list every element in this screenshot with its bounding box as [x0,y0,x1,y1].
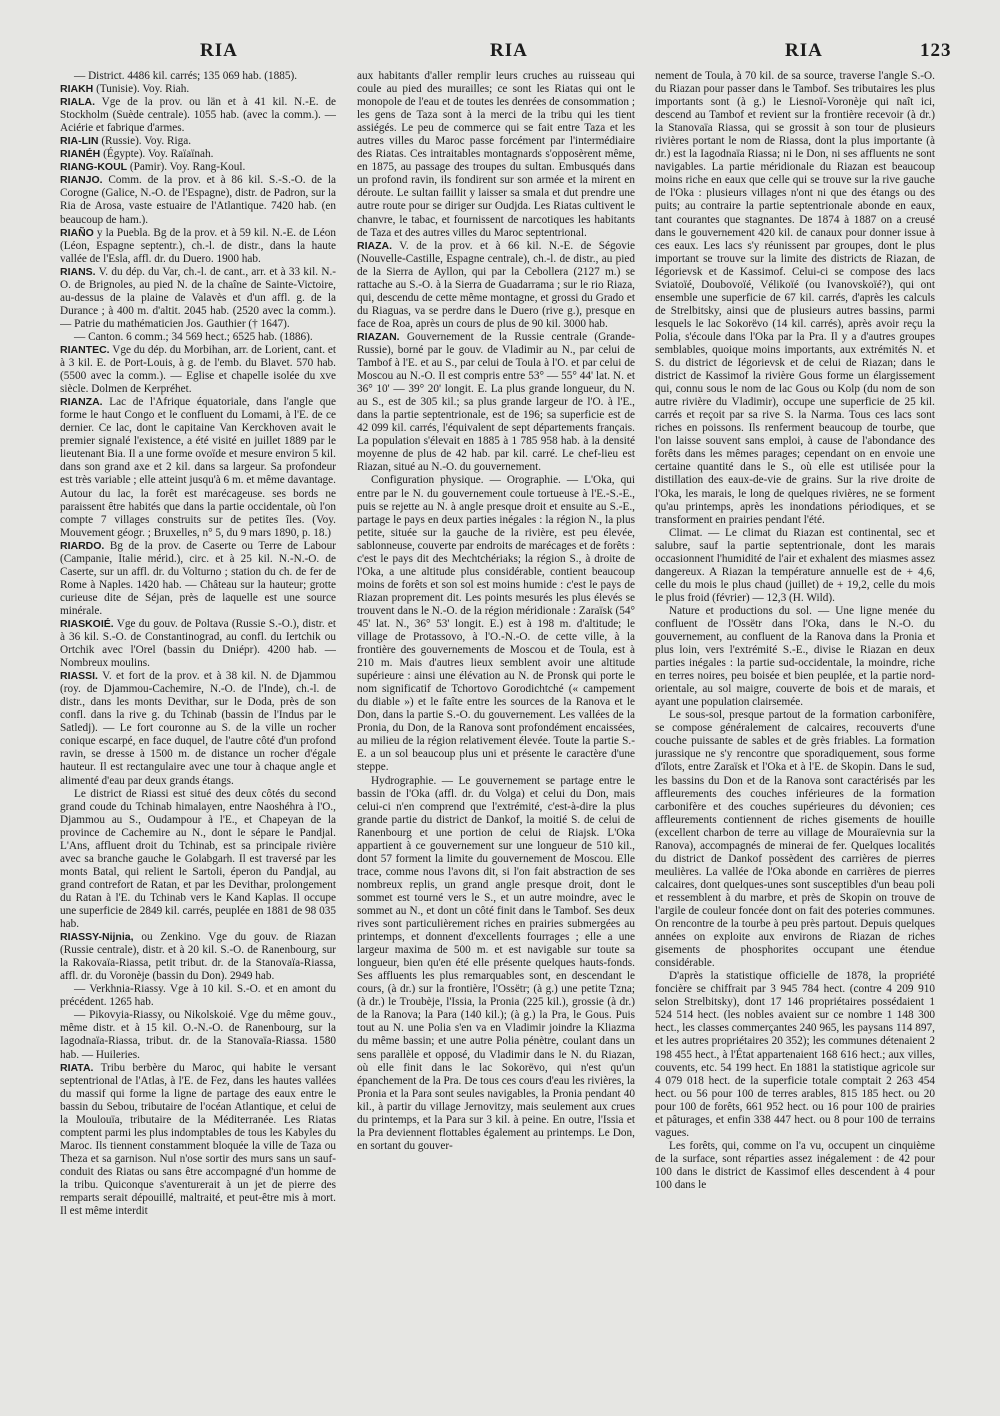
entry-text: Bg de la prov. de Caserte ou Terre de Labour (Campanie, Italie mérid.), circ. et à 25 kil. N.-N.-O. de Caserte, sur un affl. dr. du Volturno ; station du ch. de fer de Rome à Naples. 1420 hab. — Château sur la hauteur; grotte curieuse dite de Séjan, près de laquelle est une source minérale. [60,539,336,617]
dictionary-entry [60,96,336,135]
dictionary-entry [357,240,635,331]
entry-text: Vge du gouv. de Poltava (Russie S.-O.), distr. et à 36 kil. S.-O. de Constantinograd, au confl. du Iertchik ou Ortchik avec l'Orel (bassin du Dniépr). 4200 hab. — Nombreux moulins. [60,617,336,670]
entry-headword: RIAZAN. [357,330,400,343]
entry-paragraph [60,983,336,1009]
entry-paragraph [357,474,635,774]
entry-headword: RIANZA. [60,396,103,409]
entry-text: V. du dép. du Var, ch.-l. de cant., arr. et à 33 kil. N.-O. de Brignoles, au pied N. de la chaîne de Sainte-Victoire, au-dessus de la plaine de Valavès et d'un affl. g. de la Durance ; à 400 m. d'altit. 2045 hab. (2520 avec la comm.). — Patrie du mathématicien Jos. Gauthier († 1647). [60,265,336,330]
entry-paragraph [655,527,935,605]
entry-text: aux habitants d'aller remplir leurs cruches au ruisseau qui coule au pied des murailles; ce sont les Riatas qui ont le monopole de l'eau et de toutes les denrées de consommation ; les gens de Taza sont à la merci de la tribu qui les tient assiégés. Le peu de commerce qui se fait entre Taza et les autres villes du Maroc passe forcément par l'intermédiaire des Riatas. Ces intraitables montagnards s'opposèrent même, en 1875, au passage des troupes du sultan. Embusqués dans un profond ravin, ils fondirent sur son armée et la mirent en déroute. Le sultan faillit y laisser sa smala et dut prendre une autre route pour se diriger sur Oudjda. Les Riatas cultivent le chanvre, le tabac, et fournissent de narcotiques les habitants de Taza et des autres villes du Maroc septentrional. [357,70,635,239]
running-head-center: RIA [490,40,528,61]
dictionary-entry [60,931,336,983]
entry-headword: RIATA. [60,1061,94,1074]
dictionary-entry [60,161,336,174]
entry-text: — Canton. 6 comm.; 34 569 hect.; 6525 hab. (1886). [74,330,313,343]
entry-headword: RIANJO. [60,174,103,187]
dictionary-entry [60,174,336,226]
entry-headword: RIANG-KOUL [60,161,128,174]
page-number: 123 [920,40,952,61]
entry-headword: RIANS. [60,265,96,278]
entry-text: Gouvernement de la Russie centrale (Grande-Russie), borné par le gouv. de Vladimir au N., par celui de Tambof à l'E. et au S., par celui de Toula à l'O. et par celui de Moscou au N.-O. Il est compris entre 53° — 55° 44' lat. N. et 36° 10' — 39° 20' longit. E. La plus grande longueur, du N. au S., est de 305 kil.; sa plus grande largeur de l'O. à l'E., dans la partie septentrionale, est de 196; sa superficie est de 42 099 kil. carrés, l'équivalent de sept départements français. La population s'élevait en 1885 à 1 785 958 hab. à la densité moyenne de plus de 42 hab. par kil. carré. Le chef-lieu est Riazan, situé au N.-O. du gouvernement. [357,330,635,474]
entry-paragraph [655,970,935,1140]
dictionary-entry [60,1062,336,1219]
entry-headword: RIASKOIÉ. [60,617,114,630]
entry-text: Les forêts, qui, comme on l'a vu, occupent un cinquième de la surface, sont réparties assez inégalement : de 42 pour 100 dans le district de Kassimof elles descendent à 4 pour 100 dans le [655,1139,935,1191]
dictionary-entry [60,670,336,787]
entry-text: (Pamir). Voy. Rang-Koul. [127,161,246,174]
text-column-1 [60,70,336,1410]
entry-text: Climat. — Le climat du Riazan est continental, sec et salubre, sauf la partie septentrionale, dont les marais occasionnent l'humidité de l'air et exhalent des miasmes assez dangereux. A Riazan la température annuelle est de + 4,6, celle du mois le plus chaud (juillet) de + 19,2, celle du mois le plus froid (février) — 12,3 (H. Wild). [655,526,935,604]
entry-headword: RIASSY-Nijnia, [60,931,134,944]
entry-headword: RIAÑO [60,226,94,239]
running-head-right: RIA [785,40,823,61]
entry-text: Vge du dép. du Morbihan, arr. de Lorient, cant. et à 3 kil. E. de Port-Louis, à g. de l'emb. du Blavet. 570 hab. (5500 avec la comm.). — Eglise et chapelle isolée du xve siècle. Dolmen de Kerpréhet. [60,343,336,396]
entry-text: — Verkhnia-Riassy. Vge à 10 kil. S.-O. et en amont du précédent. 1265 hab. [60,983,336,1009]
entry-text: V. de la prov. et à 66 kil. N.-E. de Ségovie (Nouvelle-Castille, Espagne centrale), ch.-l. de distr., au pied de la Sierra de Ayllon, qui par la Cebollera (2127 m.) se rattache au S.-O. à la Sierra de Guadarrama ; sur le rio Riaza, qui, descendu de cette même montagne, et grossi du Grado et du Riaguas, va se perdre dans le Duero (rive g.), presque en face de Roa, après un cours de plus de 90 kil. 3000 hab. [357,239,635,330]
dictionary-entry [60,148,336,161]
entry-text: V. et fort de la prov. et à 38 kil. N. de Djammou (roy. de Djammou-Cachemire, N.-O. de l'Inde), ch.-l. de distr., dans les monts Devithar, sur le Doda, près de son confl. dans la rive g. du Tchinab (bassin de l'Indus par le Satledj). — Le fort couronne au S. de la ville un rocher conique escarpé, en face duquel, de l'autre côté d'un profond ravin, se dresse à 1500 m. de distance un rocher d'égale hauteur. Il est rectangulaire avec une tour à chaque angle et alimenté d'eau par deux grands étangs. [60,670,336,787]
dictionary-entry [60,540,336,618]
entry-headword: RIA-LIN [60,135,99,148]
entry-text: — Pikovyia-Riassy, ou Nikolskoié. Vge du même gouv., même distr. et à 15 kil. O.-N.-O. de Ranenbourg, sur la Iagodnaïa-Riassa, tribut. dr. de la Stanovaïa-Riassa. 1580 hab. — Huileries. [60,1009,336,1061]
entry-text: Vge de la prov. ou län et à 41 kil. N.-E. de Stockholm (Suède centrale). 1055 hab. (avec la comm.). — Aciérie et fabrique d'armes. [60,96,336,135]
entry-text: Nature et productions du sol. — Une ligne menée du confluent de l'Ossëtr dans l'Oka, dans le N.-O. du gouvernement, au confluent de la Ranova dans la Pronia et plus loin, vers l'extrémité S.-E., divise le Riazan en deux parties inégales : la partie sud-occidentale, la moindre, riche en terres noires, peu boisée et bien peuplée, et la partie nord-orientale, au sol maigre, couverte de bois et de marais, et ayant une population clairsemée. [655,604,935,709]
dictionary-entry [357,331,635,475]
entry-text: Tribu berbère du Maroc, qui habite le versant septentrional de l'Atlas, à l'E. de Fez, dans les hautes vallées du massif qui forme la ligne de partage des eaux entre le bassin du Sebou, tributaire de l'océan Atlantique, et celui de la Moulouïa, tributaire de la Méditerranée. Les Riatas comptent parmi les plus indomptables de tous les Kabyles du Maroc. Ils tiennent constamment bloquée la ville de Taza ou Theza et sa garnison. Nul n'ose sortir des murs sans un sauf-conduit des Riatas ou sans être accompagné d'un homme de la tribu. Quiconque s'aventurerait à un jet de pierre des remparts serait dépouillé, maltraité, et peut-être mis à mort. Il est même interdit [60,1061,336,1218]
entry-paragraph [655,605,935,709]
dictionary-entry [60,83,336,96]
entry-text: — District. 4486 kil. carrés; 135 069 hab. (1885). [74,70,298,82]
dictionary-entry [60,396,336,540]
entry-paragraph [60,1009,336,1061]
entry-text: Hydrographie. — Le gouvernement se partage entre le bassin de l'Oka (affl. dr. du Volga) et celui du Don, mais celui-ci n'en comprend que l'extrémité, c'est-à-dire la plus grande partie du district de Dankof, la moitié S. de celui de Ranenbourg et une portion de celui de Riajsk. L'Oka appartient à ce gouvernement sur une longueur de 510 kil., dont 57 forment la limite du gouvernement de Moscou. Elle trace, comme nous l'avons dit, si l'on fait abstraction de ses nombreux replis, un grand angle presque droit, dont le sommet est tourné vers le S., et un autre moindre, avec le sommet au N., et dont un côté finit dans le Tambof. Ses deux rives sont particulièrement riches en prairies submergées au printemps, et donnent d'excellents fourrages ; elle a une largeur maxima de 500 m. et est navigable sur toute sa longueur, bien qu'en été elle présente quelques hauts-fonds. Ses affluents les plus remarquables sont, en descendant le cours, (à dr.) sur la frontière, l'Ossëtr; (à g.) une petite Tzna; (à dr.) le Troubèje, l'Issia, la Pronia (225 kil.), grossie (à dr.) de la Ranova; la Para (140 kil.); (à g.) la Pra, le Gous. Puis tout au N. une Polia s'en va en Vladimir joindre la Kliazma du même bassin; et une autre Polia pénètre, coulant dans un sens parallèle et opposé, du Vladimir dans le N. du Riazan, où elle finit dans le lac Sokorëvo, qui n'est qu'un épanchement de la Pra. De tous ces cours d'eau les rivières, la Pronia et la Para sont seules navigables, la Pronia pendant 40 kil., à partir du village Jernovitzy, mais seulement aux crues du printemps, et la Para sur 3 kil. à peine. En outre, l'Issia et la Pra deviennent flottables également au printemps. Le Don, en sortant du gouver- [357,774,635,1152]
entry-headword: RIARDO. [60,539,105,552]
entry-text: Le sous-sol, presque partout de la formation carbonifère, se compose généralement de calcaires, recouverts d'une couche puissante de sables et de grès friables. La formation jurassique ne s'y rencontre que sporadiquement, sous forme d'îlots, entre Zaraïsk et l'Oka et à l'E. de Skopin. Dans le sud, les bassins du Don et de la Ranova sont caractérisés par les affleurements des couches inférieures de la formation carbonifère et des couches supérieures du dévonien; ces affleurements contiennent de riches gisements de houille (excellent charbon de terre au village de Mouraïevnia sur la Ranova), accompagnés de minerai de fer. Quelques localités du district de Dankof possèdent des carrières de pierres meulières. La vallée de l'Oka abonde en carrières de pierres calcaires, dont quelques-unes sont susceptibles d'un beau poli et ressemblent à du marbre, et près de Skopin on trouve de l'argile de couleur foncée dont on fait des poteries communes. On rencontre de la tourbe à peu près partout. Depuis quelques années on exploite aux environs de Riazan de riches gisements de phosphorites occupant une étendue considérable. [655,709,935,970]
dictionary-entry [60,344,336,396]
entry-headword: RIAKH [60,83,94,96]
entry-paragraph [60,331,336,344]
entry-text: Configuration physique. — Orographie. — L'Oka, qui entre par le N. du gouvernement coule tortueuse à l'E.-S.-E., puis se rejette au N. à angle presque droit et ensuite au S.-E., partage le pays en deux parties inégales : la région N., la plus petite, située sur la gauche de la rivière, est peu élevée, sablonneuse, couverte par endroits de marécages et de forêts : c'est le pays dit des Mechtchériaks; la région S., à droite de l'Oka, a une altitude plus considérable, contient beaucoup moins de forêts et son sol est moins humide : c'est le pays de Riazan proprement dit. Les points mesurés les plus élevés se trouvent dans le N.-O. de la région méridionale : Zaraïsk (54° 45' lat. N., 36° 53' longit. E.) est à 198 m. d'altitude; le village de Protassovo, à l'O.-N.-O. de cette ville, à la frontière des gouvernements de Moscou et de Toula, est à 210 m. Mais d'autres lieux semblent avoir une altitude supérieure : ainsi une élévation au N. de Pronsk qui porte le nom significatif de Tchortovo Gorodichtché (« campement du diable ») et le faîte entre les sources de la Ranova et le Don, dans la partie S.-O. du gouvernement. Les vallées de la Pronia, du Don, de la Ranova sont profondément encaissées, au milieu de la région relativement élevée. Toute la partie S.-E. a un sol beaucoup plus uni et présente le caractère d'une steppe. [357,474,635,774]
entry-paragraph [60,788,336,932]
entry-text: (Égypte). Voy. Raïaïnah. [100,148,214,161]
entry-text: ou Zenkino. Vge du gouv. de Riazan (Russie centrale), distr. et à 20 kil. S.-O. de Ranenbourg, sur la Rakovaïa-Riassa, petit tribut. dr. de la Stanovaïa-Riassa, affl. dr. du Voronèje (bassin du Don). 2949 hab. [60,931,336,983]
entry-headword: RIASSI. [60,670,98,683]
text-column-2 [357,70,635,1410]
entry-paragraph [357,70,635,240]
running-head-left: RIA [200,40,238,61]
entry-text: Lac de l'Afrique équatoriale, dans l'angle que forme le haut Congo et le confluent du Lomami, à l'E. de ce dernier. Ce lac, dont le capitaine Van Kerckhoven avait le premier signalé l'existence, a été visité en juillet 1889 par le lieutenant Bia. Il a une forme ovoïde et mesure environ 5 kil. dans son grand axe et 2 kil. dans sa largeur. Sa profondeur est très variable ; elle atteint jusqu'à 6 m. et même davantage. Autour du lac, la forêt est marécageuse. ses bords ne paraissent être habités que dans la partie occidentale, où l'on compte 7 villages construits sur de petites îles. (Voy. Mouvement géogr. ; Bruxelles, n° 5, du 9 mars 1890, p. 18.) [60,396,336,539]
entry-paragraph [357,775,635,1153]
dictionary-entry [60,266,336,331]
entry-text: D'après la statistique officielle de 1878, la propriété foncière se chiffrait par 3 945 784 hect. (contre 4 209 910 selon Strelbitsky), dont 17 146 propriétaires possédaient 1 524 514 hect. (les nobles avaient sur ce nombre 1 148 300 hect., les classes commerçantes 240 965, les paysans 114 897, et les autres propriétaires 20 352); les communes détenaient 2 198 455 hect., à l'État appartenaient 168 616 hect.; aux villes, couvents, etc. 54 199 hect. En 1881 la statistique agricole sur 4 079 018 hect. de la superficie totale comptait 2 263 454 hect. ou 56 pour 100 de terres arables, 815 185 hect. ou 20 pour 100 de forêts, 661 952 hect. ou 16 pour 100 de prairies et pâturages, et enfin 338 447 hect. ou 8 pour 100 de terrains vagues. [655,970,935,1139]
text-column-3 [655,70,935,1410]
entry-text: nement de Toula, à 70 kil. de sa source, traverse l'angle S.-O. du Riazan pour passer dans le Tambof. Ses tributaires les plus importants sont (à g.) le Liesnoï-Voronèje qui naît ici, descend au Tambof et revient sur la frontière recevoir (à dr.) la Stanovaïa Riassa, qui se grossit à son tour de plusieurs rivières portant le nom de Riassa, dont la plus importante (à dr.) est la Iagodnaïa Riassa; ni le Don, ni ses affluents ne sont navigables. La partie méridionale du Riazan est beaucoup moins riche en eaux que celle qui se trouve sur la rive gauche de l'Oka : plusieurs villages n'ont ni que des étangs ou des puits; au contraire la partie septentrionale abonde en eaux, tant courantes que stagnantes. De 1874 à 1887 on a creusé dans le gouvernement 420 kil. de canaux pour donner issue à ces eaux. Les lacs s'y réunissent par groupes, dont le plus important se trouve sur la limite des districts de Riazan, de Iégorievsk et de Kassimof. Celui-ci se compose des lacs Sviatoïé, Doubovoïé, Vélikoïé (ou Ivanovskoïé?), qui ont ensemble une superficie de 67 kil. carrés, d'après les calculs de Strelbitsky, ainsi que de plusieurs autres bassins, parmi lesquels le lac Sokorëvo (14 kil. carrés), après avoir reçu la Polia, s'écoule dans l'Oka par la Pra. Il y a d'autres groupes semblables, quoique moins importants, aux extrémités N. et S. du district de Iégorievsk et de celui de Riazan; dans le district de Kassimof la rivière Gous forme un élargissement qui, connu sous le nom de lac Gous ou Kolp (du nom de son autre rivière du Vladimir), occupe une superficie de 25 kil. carrés et reçoit par sa rive S. la Narma. Tous ces lacs sont riches en poissons. Ils renferment beaucoup de tourbe, que l'on laisse souvent sans emploi, à cause de l'abondance des forêts dans les mêmes parages; cependant on en envoie une certaine quantité dans le S., où elle est utilisée pour la distillation des eaux-de-vie de grains. Sur la rive droite de l'Oka, les marais, le long de quelques rivières, ne se forment qu'au printemps, après les inondations périodiques, et se transforment en prairies pendant l'été. [655,70,935,526]
entry-paragraph [60,70,336,83]
entry-text: (Tunisie). Voy. Riah. [93,83,190,96]
entry-text: Comm. de la prov. et à 86 kil. S.-S.-O. de la Corogne (Galice, N.-O. de l'Espagne), distr. de Padron, sur la Ria de Arosa, vaste estuaire de l'Atlantique. 7420 hab. (en beaucoup de ham.). [60,174,336,226]
entry-headword: RIANÉH [60,148,101,161]
entry-headword: RIANTEC. [60,343,110,356]
dictionary-entry [60,135,336,148]
entry-paragraph [655,709,935,970]
dictionary-entry [60,618,336,670]
entry-paragraph [655,70,935,527]
entry-headword: RIAZA. [357,239,392,252]
dictionary-entry [60,227,336,266]
entry-text: Le district de Riassi est situé des deux côtés du second grand coude du Tchinab himalayen, entre Naoshéhra à l'O., Djammou au S., Oudampour à l'E., et Chapeyan de la province de Cachemire au N., dont le sépare le Pandjal. L'Ans, affluent droit du Tchinab, est sa principale rivière avec sa branche gauche le Golabgarh. Il est traversé par les monts Batal, qui relient le Sartoli, éperon du Pandjal, au grand contrefort de Ratan, et par les Devithar, prolongement du Ratan à l'E. du Tchinab vers le Kand Kaplas. Il occupe une superficie de 2849 kil. carrés, peuplée en 1881 de 98 035 hab. [60,787,336,931]
entry-headword: RIALA. [60,96,95,109]
entry-text: y la Puebla. Bg de la prov. et à 59 kil. N.-E. de Léon (Léon, Espagne septentr.), ch.-l. de distr., dans la haute vallée de l'Esla, affl. dr. du Duero. 1900 hab. [60,226,336,265]
entry-paragraph [655,1140,935,1192]
entry-text: (Russie). Voy. Riga. [98,135,192,148]
